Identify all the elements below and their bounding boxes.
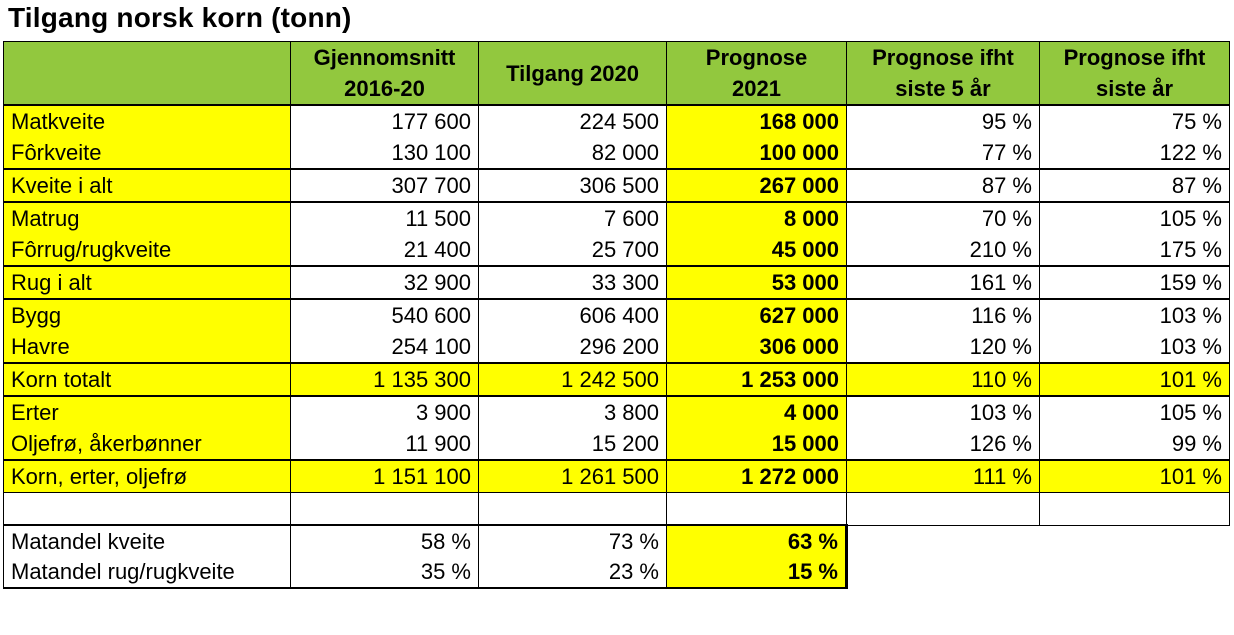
cell-forecast-vs-last-year: 103 % xyxy=(1040,331,1230,363)
header-average-line2: 2016-20 xyxy=(344,76,425,101)
cell-supply-2020: 3 800 xyxy=(479,396,667,428)
table-row xyxy=(4,266,1230,299)
cell-forecast: 1 253 000 xyxy=(667,363,847,396)
row-label: Bygg xyxy=(4,299,291,331)
table-row xyxy=(4,460,1230,493)
header-average xyxy=(291,42,479,106)
row-label: Korn, erter, oljefrø xyxy=(4,460,291,493)
cell-forecast-vs-5yr: 210 % xyxy=(847,234,1040,266)
spacer-cell xyxy=(479,493,667,526)
share-cell-supply-2020: 23 % xyxy=(479,557,667,588)
spacer-cell xyxy=(847,493,1040,526)
cell-average: 1 151 100 xyxy=(291,460,479,493)
cell-average: 21 400 xyxy=(291,234,479,266)
cell-forecast-vs-last-year: 101 % xyxy=(1040,363,1230,396)
row-label: Fôrkveite xyxy=(4,137,291,169)
empty-cell xyxy=(847,525,1040,557)
cell-supply-2020: 7 600 xyxy=(479,202,667,234)
share-cell-forecast: 63 % xyxy=(667,525,847,557)
header-forecast-vs-last-year-line1: Prognose ifht xyxy=(1063,45,1206,70)
table-row xyxy=(4,363,1230,396)
cell-supply-2020: 1 261 500 xyxy=(479,460,667,493)
header-supply-2020 xyxy=(479,42,667,106)
row-label: Matkveite xyxy=(4,105,291,137)
cell-forecast-vs-5yr: 161 % xyxy=(847,266,1040,299)
cell-forecast: 53 000 xyxy=(667,266,847,299)
row-label: Havre xyxy=(4,331,291,363)
share-cell-forecast: 15 % xyxy=(667,557,847,588)
cell-forecast-vs-5yr: 111 % xyxy=(847,460,1040,493)
cell-forecast-vs-5yr: 126 % xyxy=(847,428,1040,460)
cell-average: 32 900 xyxy=(291,266,479,299)
table-row xyxy=(4,234,1230,266)
cell-forecast-vs-last-year: 105 % xyxy=(1040,396,1230,428)
cell-forecast-vs-last-year: 101 % xyxy=(1040,460,1230,493)
share-row-label: Matandel rug/rugkveite xyxy=(4,557,291,588)
table-spacer xyxy=(4,493,1230,526)
share-row xyxy=(4,525,1230,557)
cell-average: 3 900 xyxy=(291,396,479,428)
cell-forecast-vs-5yr: 103 % xyxy=(847,396,1040,428)
table-row xyxy=(4,137,1230,169)
header-forecast-line2: 2021 xyxy=(732,76,781,101)
cell-forecast-vs-last-year: 87 % xyxy=(1040,169,1230,202)
cell-supply-2020: 33 300 xyxy=(479,266,667,299)
spacer-cell xyxy=(4,493,291,526)
empty-cell xyxy=(1040,525,1230,557)
table-body xyxy=(4,105,1230,525)
table-row xyxy=(4,396,1230,428)
cell-forecast-vs-5yr: 120 % xyxy=(847,331,1040,363)
spacer-cell xyxy=(667,493,847,526)
cell-forecast: 627 000 xyxy=(667,299,847,331)
cell-average: 307 700 xyxy=(291,169,479,202)
row-label: Korn totalt xyxy=(4,363,291,396)
header-row xyxy=(4,42,1230,106)
cell-supply-2020: 606 400 xyxy=(479,299,667,331)
share-cell-average: 58 % xyxy=(291,525,479,557)
cell-forecast-vs-5yr: 95 % xyxy=(847,105,1040,137)
cell-forecast-vs-last-year: 159 % xyxy=(1040,266,1230,299)
cell-supply-2020: 25 700 xyxy=(479,234,667,266)
share-table-body xyxy=(4,525,1230,588)
table-row xyxy=(4,202,1230,234)
share-row xyxy=(4,557,1230,588)
table-row xyxy=(4,105,1230,137)
cell-forecast: 45 000 xyxy=(667,234,847,266)
header-average-line1: Gjennomsnitt xyxy=(313,45,456,70)
row-label: Fôrrug/rugkveite xyxy=(4,234,291,266)
header-supply-2020-text: Tilgang 2020 xyxy=(506,60,639,86)
header-forecast-vs-last-year-line2: siste år xyxy=(1095,76,1174,101)
cell-forecast-vs-last-year: 103 % xyxy=(1040,299,1230,331)
header-forecast xyxy=(667,42,847,106)
table-row xyxy=(4,428,1230,460)
share-row-label: Matandel kveite xyxy=(4,525,291,557)
spacer-cell xyxy=(291,493,479,526)
cell-forecast-vs-last-year: 175 % xyxy=(1040,234,1230,266)
cell-forecast: 267 000 xyxy=(667,169,847,202)
spacer-cell xyxy=(1040,493,1230,526)
cell-forecast-vs-last-year: 122 % xyxy=(1040,137,1230,169)
empty-cell xyxy=(1040,557,1230,588)
cell-average: 1 135 300 xyxy=(291,363,479,396)
table-row xyxy=(4,331,1230,363)
cell-forecast: 306 000 xyxy=(667,331,847,363)
share-cell-supply-2020: 73 % xyxy=(479,525,667,557)
cell-average: 540 600 xyxy=(291,299,479,331)
cell-forecast: 1 272 000 xyxy=(667,460,847,493)
cell-forecast-vs-5yr: 116 % xyxy=(847,299,1040,331)
header-forecast-vs-5yr xyxy=(847,42,1040,106)
cell-average: 177 600 xyxy=(291,105,479,137)
cell-average: 11 900 xyxy=(291,428,479,460)
cell-average: 254 100 xyxy=(291,331,479,363)
empty-cell xyxy=(847,557,1040,588)
row-label: Erter xyxy=(4,396,291,428)
header-forecast-vs-last-year xyxy=(1040,42,1230,106)
grain-supply-table xyxy=(3,41,1230,589)
cell-average: 130 100 xyxy=(291,137,479,169)
cell-supply-2020: 224 500 xyxy=(479,105,667,137)
cell-forecast: 4 000 xyxy=(667,396,847,428)
row-label: Rug i alt xyxy=(4,266,291,299)
cell-forecast-vs-5yr: 87 % xyxy=(847,169,1040,202)
header-forecast-line1: Prognose xyxy=(705,45,808,70)
cell-supply-2020: 82 000 xyxy=(479,137,667,169)
table-row xyxy=(4,299,1230,331)
cell-supply-2020: 306 500 xyxy=(479,169,667,202)
table-row xyxy=(4,169,1230,202)
cell-forecast-vs-last-year: 75 % xyxy=(1040,105,1230,137)
cell-forecast-vs-last-year: 99 % xyxy=(1040,428,1230,460)
cell-supply-2020: 15 200 xyxy=(479,428,667,460)
cell-forecast-vs-5yr: 77 % xyxy=(847,137,1040,169)
cell-forecast-vs-5yr: 70 % xyxy=(847,202,1040,234)
cell-forecast: 168 000 xyxy=(667,105,847,137)
header-forecast-vs-5yr-line1: Prognose ifht xyxy=(872,45,1014,70)
header-forecast-vs-5yr-line2: siste 5 år xyxy=(895,76,991,101)
row-label: Matrug xyxy=(4,202,291,234)
cell-average: 11 500 xyxy=(291,202,479,234)
cell-forecast: 100 000 xyxy=(667,137,847,169)
cell-forecast-vs-last-year: 105 % xyxy=(1040,202,1230,234)
header-label-cell xyxy=(4,42,291,106)
cell-forecast: 8 000 xyxy=(667,202,847,234)
row-label: Kveite i alt xyxy=(4,169,291,202)
share-cell-average: 35 % xyxy=(291,557,479,588)
page-title: Tilgang norsk korn (tonn) xyxy=(8,2,352,33)
cell-supply-2020: 1 242 500 xyxy=(479,363,667,396)
row-label: Oljefrø, åkerbønner xyxy=(4,428,291,460)
cell-supply-2020: 296 200 xyxy=(479,331,667,363)
cell-forecast: 15 000 xyxy=(667,428,847,460)
cell-forecast-vs-5yr: 110 % xyxy=(847,363,1040,396)
